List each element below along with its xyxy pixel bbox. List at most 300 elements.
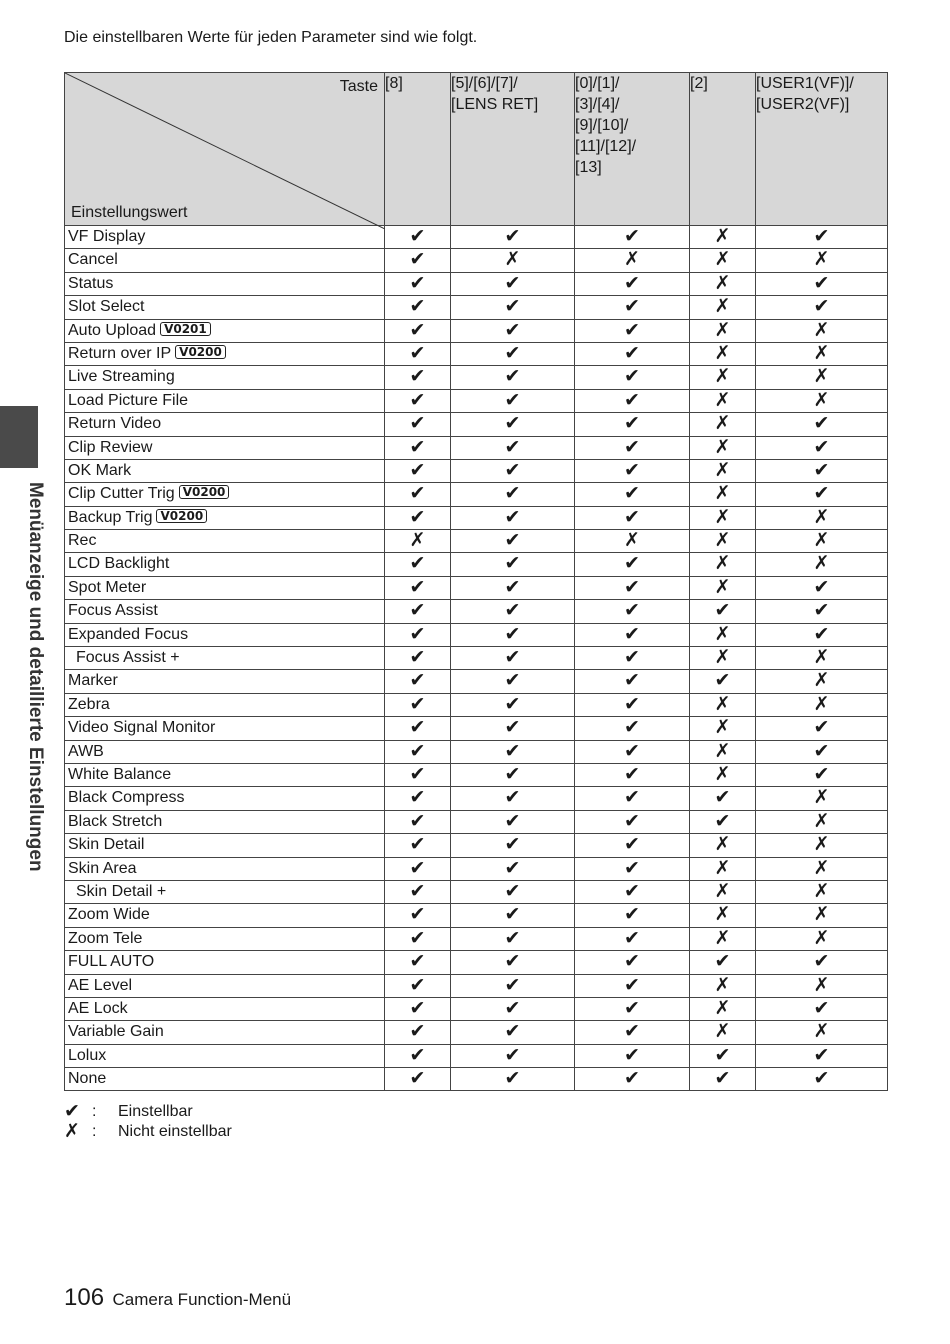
row-label: Marker — [68, 672, 118, 690]
table-row — [65, 1068, 888, 1091]
check-icon: ✔ — [575, 342, 690, 365]
row-label-cell — [65, 904, 385, 927]
check-icon: ✔ — [575, 1068, 690, 1091]
parameter-table — [64, 72, 888, 1091]
table-row — [65, 997, 888, 1020]
cross-icon: ✗ — [756, 1021, 888, 1044]
cross-icon: ✗ — [690, 576, 756, 599]
check-icon: ✔ — [575, 717, 690, 740]
cross-icon: ✗ — [756, 880, 888, 903]
legend-no-label: Nicht einstellbar — [118, 1123, 232, 1140]
row-label: Skin Detail — [68, 836, 145, 854]
table-body — [65, 226, 888, 1091]
column-header-0: [8] — [385, 73, 451, 226]
row-label-cell — [65, 647, 385, 670]
table-row — [65, 600, 888, 623]
check-icon: ✔ — [575, 553, 690, 576]
check-icon: ✔ — [451, 296, 575, 319]
check-icon: ✔ — [756, 717, 888, 740]
table-row — [65, 553, 888, 576]
check-icon: ✔ — [575, 226, 690, 249]
side-tab-text: Menüanzeige und detaillierte Einstellungen — [25, 482, 46, 872]
row-label: Zebra — [68, 695, 110, 713]
check-icon: ✔ — [385, 997, 451, 1020]
row-label: Spot Meter — [68, 578, 147, 596]
side-tab-marker — [0, 406, 38, 468]
table-row — [65, 1021, 888, 1044]
row-label-cell — [65, 413, 385, 436]
cross-icon: ✗ — [690, 927, 756, 950]
check-icon: ✔ — [385, 693, 451, 716]
cross-icon: ✗ — [690, 249, 756, 272]
check-icon: ✔ — [451, 319, 575, 342]
check-icon: ✔ — [451, 483, 575, 506]
check-icon: ✔ — [756, 740, 888, 763]
check-icon: ✔ — [575, 319, 690, 342]
row-label-cell — [65, 530, 385, 553]
row-label: Load Picture File — [68, 391, 189, 409]
check-icon: ✔ — [575, 693, 690, 716]
cross-icon: ✗ — [690, 717, 756, 740]
check-icon: ✔ — [756, 459, 888, 482]
check-icon: ✔ — [575, 834, 690, 857]
row-label: AE Level — [68, 976, 133, 994]
cross-icon: ✗ — [756, 670, 888, 693]
check-icon: ✔ — [385, 553, 451, 576]
check-icon: ✔ — [385, 927, 451, 950]
check-icon: ✔ — [690, 810, 756, 833]
table-row — [65, 693, 888, 716]
check-icon: ✔ — [690, 951, 756, 974]
table-row — [65, 342, 888, 365]
check-icon: ✔ — [756, 483, 888, 506]
cross-icon: ✗ — [451, 249, 575, 272]
check-icon: ✔ — [385, 810, 451, 833]
check-icon: ✔ — [451, 600, 575, 623]
check-icon: ✔ — [451, 342, 575, 365]
check-icon: ✔ — [451, 997, 575, 1020]
table-row — [65, 880, 888, 903]
version-badge: V0200 — [156, 509, 207, 523]
table-row — [65, 857, 888, 880]
check-icon: ✔ — [575, 810, 690, 833]
check-icon: ✔ — [575, 997, 690, 1020]
row-label-cell — [65, 810, 385, 833]
row-label: Video Signal Monitor — [68, 719, 216, 737]
row-label-cell — [65, 226, 385, 249]
cross-icon: ✗ — [690, 553, 756, 576]
cross-icon: ✗ — [575, 249, 690, 272]
row-label-cell — [65, 1044, 385, 1067]
check-icon: ✔ — [575, 857, 690, 880]
table-row — [65, 319, 888, 342]
row-label: Black Stretch — [68, 812, 163, 830]
check-icon: ✔ — [451, 834, 575, 857]
version-badge: V0200 — [175, 345, 226, 359]
row-label-cell — [65, 834, 385, 857]
row-label-cell — [65, 670, 385, 693]
check-icon: ✔ — [451, 366, 575, 389]
cross-icon: ✗ — [756, 506, 888, 529]
cross-icon: ✗ — [690, 997, 756, 1020]
check-icon: ✔ — [575, 927, 690, 950]
cross-icon: ✗ — [690, 342, 756, 365]
check-icon: ✔ — [575, 296, 690, 319]
check-icon: ✔ — [451, 880, 575, 903]
cross-icon: ✗ — [690, 366, 756, 389]
check-icon: ✔ — [451, 459, 575, 482]
check-icon: ✔ — [385, 389, 451, 412]
table-row — [65, 506, 888, 529]
check-icon: ✔ — [575, 506, 690, 529]
cross-icon: ✗ — [690, 272, 756, 295]
table-row — [65, 717, 888, 740]
table-row — [65, 787, 888, 810]
table-row — [65, 389, 888, 412]
cross-icon: ✗ — [690, 389, 756, 412]
cross-icon: ✗ — [756, 647, 888, 670]
row-label-cell — [65, 296, 385, 319]
table-row — [65, 1044, 888, 1067]
row-label: Zoom Wide — [68, 906, 150, 924]
check-icon: ✔ — [385, 717, 451, 740]
row-label: White Balance — [68, 765, 172, 783]
check-icon: ✔ — [385, 740, 451, 763]
check-icon: ✔ — [385, 483, 451, 506]
row-label-cell — [65, 249, 385, 272]
check-icon: ✔ — [451, 389, 575, 412]
legend-row-yes — [64, 1102, 232, 1122]
cross-icon: ✗ — [756, 249, 888, 272]
cross-icon: ✗ — [690, 740, 756, 763]
row-label: Zoom Tele — [68, 929, 143, 947]
row-label: Clip Review — [68, 438, 153, 456]
cross-icon: ✗ — [756, 810, 888, 833]
check-icon: ✔ — [756, 576, 888, 599]
check-icon: ✔ — [385, 904, 451, 927]
row-label-cell — [65, 436, 385, 459]
table-row — [65, 647, 888, 670]
row-label-cell — [65, 272, 385, 295]
check-icon: ✔ — [451, 1068, 575, 1091]
check-icon: ✔ — [451, 740, 575, 763]
check-icon: ✔ — [575, 272, 690, 295]
check-icon: ✔ — [575, 974, 690, 997]
table-row — [65, 810, 888, 833]
check-icon: ✔ — [575, 483, 690, 506]
check-icon: ✔ — [385, 272, 451, 295]
cross-icon: ✗ — [690, 763, 756, 786]
check-icon: ✔ — [756, 1068, 888, 1091]
table-header-row — [65, 73, 888, 226]
table-row — [65, 904, 888, 927]
cross-icon: ✗ — [756, 553, 888, 576]
row-label-cell — [65, 623, 385, 646]
check-icon: ✔ — [756, 600, 888, 623]
row-label-cell — [65, 506, 385, 529]
check-icon: ✔ — [575, 413, 690, 436]
check-icon: ✔ — [451, 226, 575, 249]
column-header-2: [0]/[1]/ [3]/[4]/ [9]/[10]/ [11]/[12]/ [13] — [575, 73, 690, 226]
corner-bottom-label: Einstellungswert — [71, 204, 188, 221]
corner-top-label: Taste — [339, 78, 378, 95]
check-icon: ✔ — [451, 857, 575, 880]
check-icon: ✔ — [575, 576, 690, 599]
row-label-cell — [65, 1068, 385, 1091]
check-icon: ✔ — [385, 623, 451, 646]
cross-icon: ✗ — [690, 904, 756, 927]
check-icon: ✔ — [690, 670, 756, 693]
check-icon: ✔ — [451, 553, 575, 576]
cross-icon: ✗ — [756, 927, 888, 950]
cross-icon: ✗ — [575, 530, 690, 553]
check-icon: ✔ — [385, 1044, 451, 1067]
row-label-cell — [65, 553, 385, 576]
cross-icon: ✗ — [756, 904, 888, 927]
check-icon: ✔ — [575, 389, 690, 412]
column-header-3: [2] — [690, 73, 756, 226]
section-title: Camera Function-Menü — [112, 1290, 292, 1309]
check-icon: ✔ — [385, 459, 451, 482]
cross-icon: ✗ — [756, 342, 888, 365]
check-icon: ✔ — [451, 974, 575, 997]
check-icon: ✔ — [451, 693, 575, 716]
row-label: OK Mark — [68, 461, 132, 479]
row-label: Live Streaming — [68, 368, 175, 386]
table-row — [65, 226, 888, 249]
cross-icon: ✗ — [690, 459, 756, 482]
legend-colon: : — [92, 1103, 97, 1120]
cross-icon: ✗ — [690, 506, 756, 529]
row-label-cell — [65, 366, 385, 389]
cross-icon: ✗ — [690, 880, 756, 903]
cross-icon: ✗ — [756, 693, 888, 716]
page-number: 106 — [64, 1284, 105, 1311]
table-row — [65, 951, 888, 974]
check-icon: ✔ — [451, 787, 575, 810]
check-icon: ✔ — [756, 997, 888, 1020]
check-icon: ✔ — [385, 249, 451, 272]
check-icon: ✔ — [575, 436, 690, 459]
check-icon: ✔ — [451, 623, 575, 646]
check-icon: ✔ — [575, 600, 690, 623]
cross-icon: ✗ — [690, 413, 756, 436]
row-label-cell — [65, 342, 385, 365]
row-label: Focus Assist + — [76, 649, 180, 667]
check-icon: ✔ — [756, 623, 888, 646]
version-badge: V0201 — [160, 322, 211, 336]
table-row — [65, 974, 888, 997]
row-label: Lolux — [68, 1046, 107, 1064]
check-icon: ✔ — [756, 951, 888, 974]
check-icon: ✔ — [385, 834, 451, 857]
row-label: Variable Gain — [68, 1023, 164, 1041]
table-row — [65, 296, 888, 319]
check-icon: ✔ — [451, 1044, 575, 1067]
check-icon: ✔ — [385, 1021, 451, 1044]
corner-header-cell — [65, 73, 385, 226]
cross-icon: ✗ — [690, 436, 756, 459]
cross-icon: ✗ — [756, 366, 888, 389]
check-icon: ✔ — [451, 670, 575, 693]
check-icon: ✔ — [385, 436, 451, 459]
row-label-cell — [65, 576, 385, 599]
cross-icon: ✗ — [690, 693, 756, 716]
row-label: Auto Upload — [68, 321, 157, 339]
cross-icon: ✗ — [756, 974, 888, 997]
row-label-cell — [65, 717, 385, 740]
row-label-cell — [65, 389, 385, 412]
check-icon: ✔ — [575, 763, 690, 786]
cross-icon: ✗ — [756, 389, 888, 412]
cross-icon: ✗ — [690, 1021, 756, 1044]
check-icon: ✔ — [385, 787, 451, 810]
check-icon: ✔ — [385, 974, 451, 997]
version-badge: V0200 — [179, 485, 230, 499]
row-label-cell — [65, 763, 385, 786]
check-icon: ✔ — [575, 623, 690, 646]
check-icon: ✔ — [756, 763, 888, 786]
row-label-cell — [65, 787, 385, 810]
check-icon: ✔ — [385, 951, 451, 974]
row-label: None — [68, 1070, 107, 1088]
check-icon: ✔ — [385, 342, 451, 365]
table-row — [65, 272, 888, 295]
check-icon: ✔ — [451, 506, 575, 529]
check-icon: ✔ — [64, 1101, 80, 1122]
table-row — [65, 249, 888, 272]
row-label-cell — [65, 997, 385, 1020]
check-icon: ✔ — [575, 951, 690, 974]
cross-icon: ✗ — [690, 647, 756, 670]
cross-icon: ✗ — [690, 226, 756, 249]
cross-icon: ✗ — [690, 296, 756, 319]
page-footer — [64, 1284, 291, 1312]
cross-icon: ✗ — [64, 1121, 80, 1142]
legend-colon: : — [92, 1123, 97, 1140]
table-row — [65, 623, 888, 646]
check-icon: ✔ — [690, 1068, 756, 1091]
cross-icon: ✗ — [690, 530, 756, 553]
check-icon: ✔ — [756, 296, 888, 319]
table-row — [65, 459, 888, 482]
check-icon: ✔ — [451, 904, 575, 927]
check-icon: ✔ — [451, 530, 575, 553]
row-label: AE Lock — [68, 999, 128, 1017]
check-icon: ✔ — [575, 1021, 690, 1044]
row-label-cell — [65, 857, 385, 880]
check-icon: ✔ — [575, 670, 690, 693]
check-icon: ✔ — [451, 576, 575, 599]
cross-icon: ✗ — [690, 834, 756, 857]
column-header-1: [5]/[6]/[7]/ [LENS RET] — [451, 73, 575, 226]
row-label: LCD Backlight — [68, 555, 170, 573]
legend-yes-label: Einstellbar — [118, 1103, 193, 1120]
row-label-cell — [65, 740, 385, 763]
row-label: Rec — [68, 532, 97, 550]
row-label: Return over IP — [68, 344, 172, 362]
cross-icon: ✗ — [690, 483, 756, 506]
column-header-4: [USER1(VF)]/ [USER2(VF)] — [756, 73, 888, 226]
row-label: Skin Area — [68, 859, 137, 877]
cross-icon: ✗ — [690, 623, 756, 646]
check-icon: ✔ — [385, 576, 451, 599]
table-row — [65, 576, 888, 599]
check-icon: ✔ — [575, 1044, 690, 1067]
check-icon: ✔ — [385, 296, 451, 319]
check-icon: ✔ — [756, 1044, 888, 1067]
table-row — [65, 413, 888, 436]
row-label: Slot Select — [68, 298, 145, 316]
cross-icon: ✗ — [756, 319, 888, 342]
check-icon: ✔ — [575, 459, 690, 482]
row-label-cell — [65, 600, 385, 623]
check-icon: ✔ — [451, 951, 575, 974]
row-label: Status — [68, 274, 114, 292]
check-icon: ✔ — [690, 787, 756, 810]
row-label-cell — [65, 483, 385, 506]
row-label: AWB — [68, 742, 104, 760]
check-icon: ✔ — [385, 600, 451, 623]
table-row — [65, 763, 888, 786]
row-label: Return Video — [68, 415, 162, 433]
check-icon: ✔ — [451, 927, 575, 950]
check-icon: ✔ — [385, 1068, 451, 1091]
check-icon: ✔ — [451, 413, 575, 436]
cross-icon: ✗ — [690, 857, 756, 880]
check-icon: ✔ — [385, 647, 451, 670]
row-label-cell — [65, 693, 385, 716]
table-row — [65, 366, 888, 389]
table-row — [65, 530, 888, 553]
check-icon: ✔ — [756, 436, 888, 459]
row-label-cell — [65, 880, 385, 903]
check-icon: ✔ — [451, 272, 575, 295]
check-icon: ✔ — [385, 763, 451, 786]
cross-icon: ✗ — [756, 857, 888, 880]
cross-icon: ✗ — [690, 974, 756, 997]
check-icon: ✔ — [575, 904, 690, 927]
check-icon: ✔ — [575, 366, 690, 389]
check-icon: ✔ — [451, 810, 575, 833]
check-icon: ✔ — [385, 319, 451, 342]
check-icon: ✔ — [756, 226, 888, 249]
check-icon: ✔ — [385, 857, 451, 880]
check-icon: ✔ — [575, 647, 690, 670]
check-icon: ✔ — [385, 226, 451, 249]
row-label: Focus Assist — [68, 602, 158, 620]
check-icon: ✔ — [385, 506, 451, 529]
row-label: Cancel — [68, 251, 118, 269]
row-label: Clip Cutter Trig — [68, 485, 175, 503]
row-label: VF Display — [68, 228, 146, 245]
row-label-cell — [65, 1021, 385, 1044]
cross-icon: ✗ — [690, 319, 756, 342]
table-row — [65, 927, 888, 950]
check-icon: ✔ — [451, 1021, 575, 1044]
row-label: FULL AUTO — [68, 953, 155, 971]
table-row — [65, 740, 888, 763]
check-icon: ✔ — [451, 436, 575, 459]
check-icon: ✔ — [385, 670, 451, 693]
check-icon: ✔ — [385, 413, 451, 436]
check-icon: ✔ — [575, 787, 690, 810]
table-row — [65, 670, 888, 693]
cross-icon: ✗ — [756, 530, 888, 553]
check-icon: ✔ — [451, 647, 575, 670]
intro-text: Die einstellbaren Werte für jeden Parameter sind wie folgt. — [64, 29, 478, 46]
cross-icon: ✗ — [385, 530, 451, 553]
